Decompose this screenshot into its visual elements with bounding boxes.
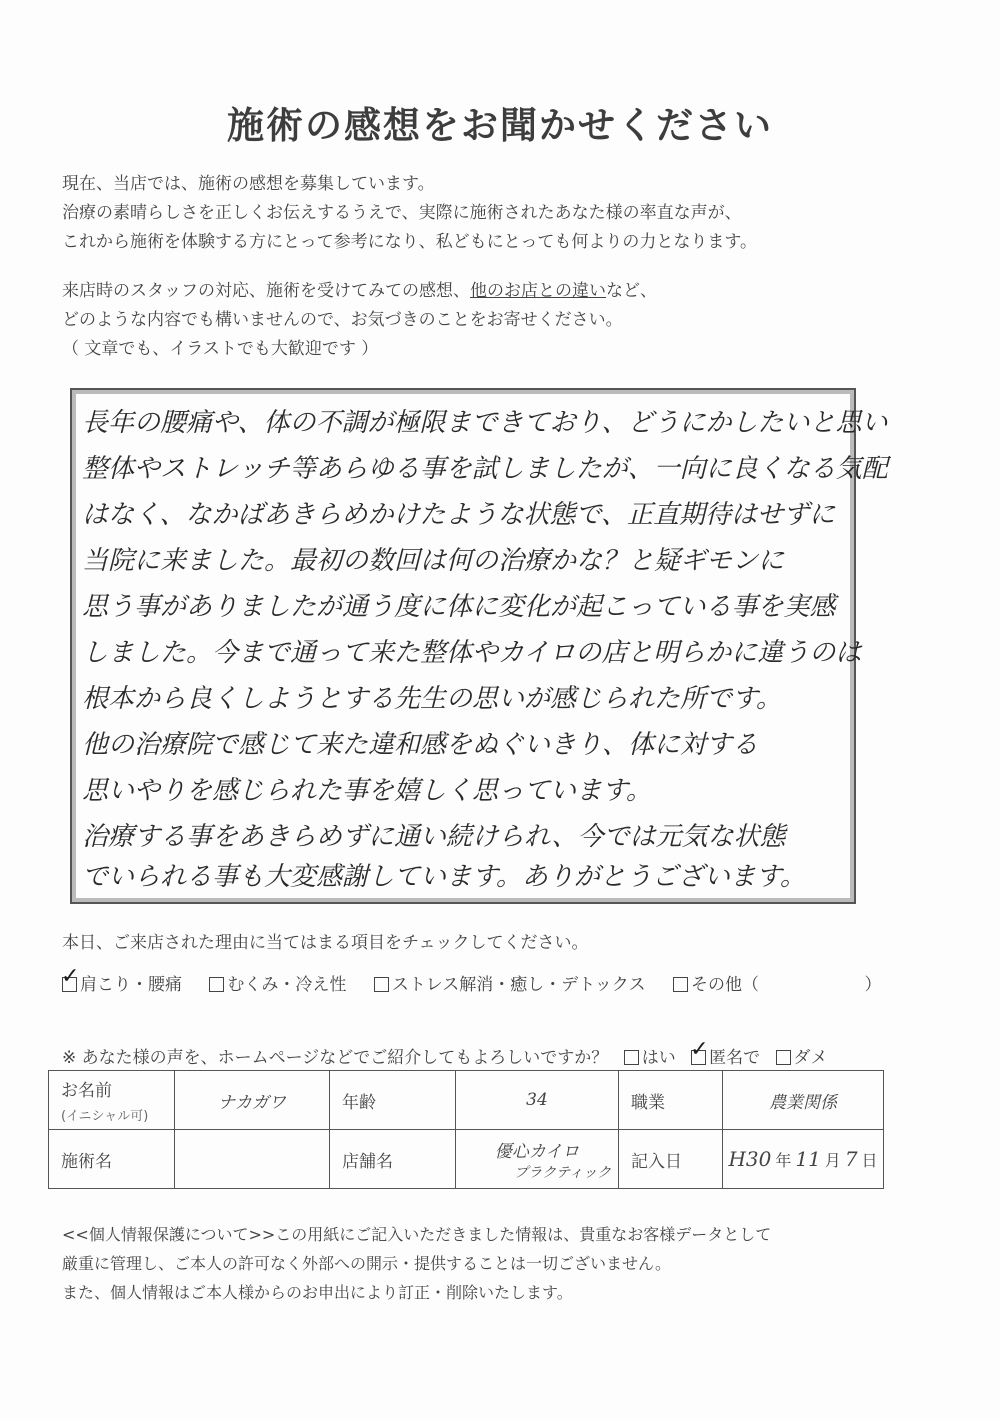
date-era: H30 — [728, 1147, 772, 1171]
consent-option-yes[interactable] — [624, 1048, 676, 1068]
handwritten-line: でいられる事も大変感謝しています。ありがとうございます。 — [82, 862, 806, 892]
treatment-label: 施術名 — [49, 1130, 175, 1189]
consent-option-anonymous[interactable] — [690, 1037, 761, 1068]
prompt-line: （ 文章でも、イラストでも大歓迎です ） — [62, 339, 379, 359]
handwritten-line: 思う事がありましたが通う度に体に変化が起こっている事を実感 — [82, 592, 836, 622]
store-value-sub: プラクティック — [514, 1164, 611, 1181]
page-title: 施術の感想をお聞かせください — [227, 104, 773, 147]
check-mark-icon: ✓ — [61, 964, 80, 989]
reason-options — [61, 964, 882, 995]
reason-option-label: その他（ — [691, 975, 760, 995]
privacy-line: <<個人情報保護について>>この用紙にご記入いただきました情報は、貴重なお客様データとして — [62, 1225, 772, 1244]
treatment-field[interactable] — [175, 1130, 330, 1189]
table-row — [49, 1071, 884, 1130]
handwritten-line: 治療する事をあきらめずに通い続けられ、今では元気な状態 — [82, 822, 786, 852]
consent-option-no[interactable] — [776, 1048, 828, 1068]
name-label-cell — [49, 1071, 175, 1130]
date-month: 11 — [795, 1147, 821, 1171]
privacy-notice — [62, 1220, 771, 1307]
date-day-unit: 日 — [861, 1151, 878, 1170]
age-label: 年齢 — [330, 1071, 456, 1130]
date-field[interactable] — [723, 1130, 884, 1189]
reason-question: 本日、ご来店された理由に当てはまる項目をチェックしてください。 — [62, 933, 589, 953]
store-label: 店舗名 — [330, 1130, 456, 1189]
handwritten-line: 思いやりを感じられた事を嬉しく思っています。 — [82, 776, 652, 806]
intro-line: 治療の素晴らしさを正しくお伝えするうえで、実際に施術されたあなた様の率直な声が、 — [62, 203, 742, 223]
date-label: 記入日 — [619, 1130, 723, 1189]
prompt-text — [62, 277, 657, 364]
reason-option-other[interactable] — [673, 975, 759, 995]
prompt-line: どのような内容でも構いませんので、お気づきのことをお寄せください。 — [62, 310, 623, 330]
job-field[interactable]: 農業関係 — [723, 1071, 884, 1130]
intro-line: これから施術を体験する方にとって参考になり、私どもにとっても何よりの力となります。 — [62, 232, 757, 252]
reason-option-label: 肩こり・腰痛 — [80, 975, 182, 995]
checkbox-checked[interactable] — [690, 1037, 709, 1065]
reason-option-shoulder[interactable] — [61, 964, 182, 995]
consent-row — [62, 1037, 828, 1068]
close-paren: ） — [864, 975, 882, 995]
consent-option-label: はい — [641, 1048, 676, 1068]
prompt-underlined: 他のお店との違い — [470, 281, 606, 301]
handwritten-line: はなく、なかばあきらめかけたような状態で、正直期待はせずに — [82, 500, 835, 530]
prompt-part: 来店時のスタッフの対応、施術を受けてみての感想、 — [62, 281, 470, 301]
handwritten-line: 整体やストレッチ等あらゆる事を試しましたが、一向に良くなる気配 — [82, 454, 888, 484]
handwritten-line: 長年の腰痛や、体の不調が極限まできており、どうにかしたいと思い — [82, 408, 888, 438]
checkbox[interactable] — [209, 977, 224, 992]
privacy-line: また、個人情報はご本人様からのお申出により訂正・削除いたします。 — [62, 1283, 573, 1302]
info-table — [48, 1070, 884, 1189]
prompt-line — [62, 277, 657, 306]
table-row — [49, 1130, 884, 1189]
handwritten-line: しました。今まで通って来た整体やカイロの店と明らかに違うのは — [82, 638, 862, 668]
checkbox-checked[interactable] — [61, 964, 80, 992]
consent-question: ※ あなた様の声を、ホームページなどでご紹介してもよろしいですか？ — [62, 1048, 609, 1068]
job-label: 職業 — [619, 1071, 723, 1130]
reason-option-swelling[interactable] — [209, 975, 346, 995]
handwritten-line: 当院に来ました。最初の数回は何の治療かな？と疑ギモンに — [82, 546, 785, 576]
consent-option-label: ダメ — [793, 1048, 828, 1068]
date-month-unit: 月 — [824, 1151, 841, 1170]
reason-option-label: ストレス解消・癒し・デトックス — [391, 975, 646, 995]
checkbox[interactable] — [673, 977, 688, 992]
checkbox[interactable] — [374, 977, 389, 992]
name-field[interactable]: ナカガワ — [175, 1071, 330, 1130]
handwritten-line: 他の治療院で感じて来た違和感をぬぐいきり、体に対する — [82, 730, 759, 760]
check-mark-icon: ✓ — [690, 1037, 709, 1062]
age-field[interactable]: 34 — [456, 1071, 619, 1130]
checkbox[interactable] — [776, 1050, 791, 1065]
prompt-part: など、 — [606, 281, 657, 301]
date-day: 7 — [844, 1147, 858, 1171]
reason-option-label: むくみ・冷え性 — [227, 975, 347, 995]
checkbox[interactable] — [624, 1050, 639, 1065]
intro-text — [62, 170, 757, 257]
name-label: お名前 — [61, 1081, 112, 1101]
store-field[interactable] — [456, 1130, 619, 1189]
intro-line: 現在、当店では、施術の感想を募集しています。 — [62, 174, 435, 194]
name-sublabel: (イニシャル可) — [61, 1109, 149, 1124]
privacy-line: 厳重に管理し、ご本人の許可なく外部への開示・提供することは一切ございません。 — [62, 1254, 671, 1273]
date-year-unit: 年 — [775, 1151, 792, 1170]
store-value: 優心カイロ — [494, 1141, 580, 1162]
handwritten-line: 根本から良くしようとする先生の思いが感じられた所です。 — [82, 684, 782, 714]
consent-option-label: 匿名で — [709, 1048, 761, 1068]
reason-option-stress[interactable] — [374, 975, 646, 995]
